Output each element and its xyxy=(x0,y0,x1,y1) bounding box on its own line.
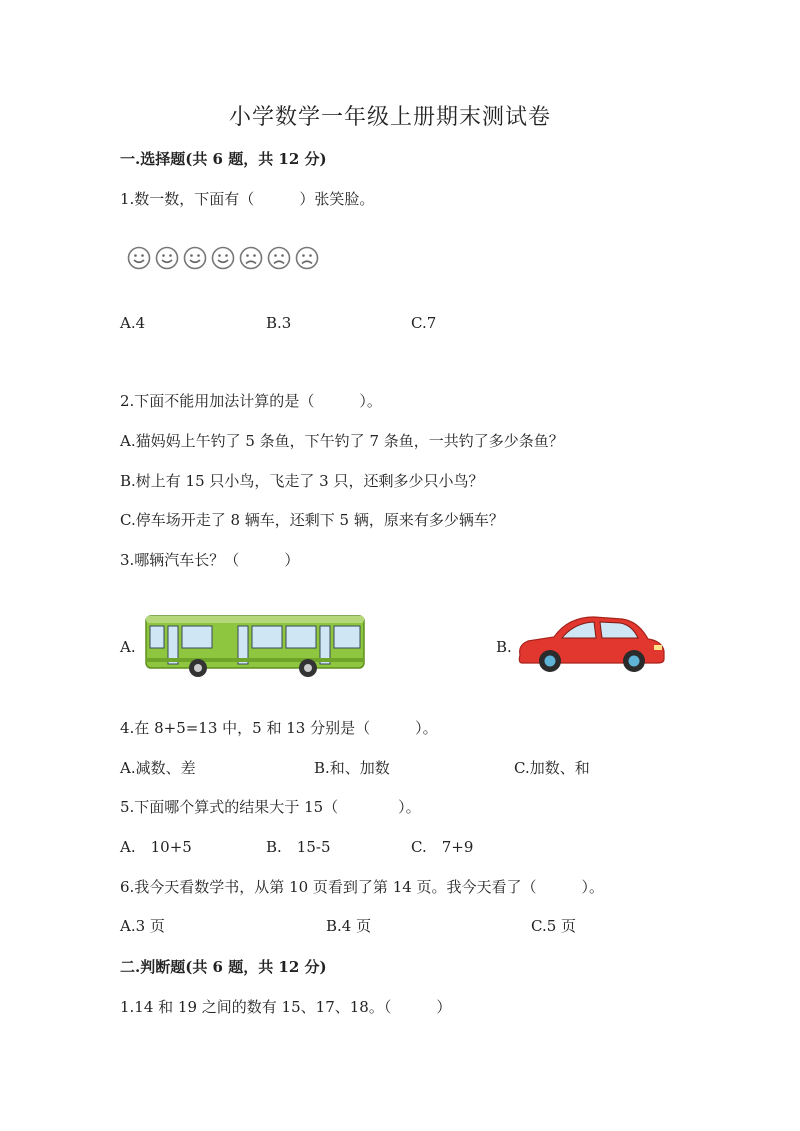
car-illustration xyxy=(514,611,666,675)
q2-option-b[interactable]: B.树上有 15 只小鸟，飞走了 3 只，还剩多少只小鸟？ xyxy=(120,472,484,490)
bus-illustration xyxy=(144,612,368,678)
q5-option-c[interactable]: C. 7+9 xyxy=(411,838,474,856)
q3-option-b-label[interactable]: B. xyxy=(496,638,512,656)
smile-face-icon xyxy=(127,246,151,270)
smile-face-icon xyxy=(155,246,179,270)
q3-option-a-label[interactable]: A. xyxy=(120,638,136,656)
question-5: 5.下面哪个算式的结果大于 15（ ）。 xyxy=(120,798,421,816)
question-1: 1.数一数，下面有（ ）张笑脸。 xyxy=(120,190,375,208)
q1-option-a[interactable]: A.4 xyxy=(120,314,146,332)
smile-face-icon xyxy=(211,246,235,270)
q4-option-b[interactable]: B.和、加数 xyxy=(314,759,390,777)
frown-face-icon xyxy=(295,246,319,270)
question-2: 2.下面不能用加法计算的是（ ）。 xyxy=(120,392,382,410)
frown-face-icon xyxy=(267,246,291,270)
section-heading-judge: 二.判断题(共 6 题，共 12 分) xyxy=(120,958,327,976)
question-3: 3.哪辆汽车长？（ ） xyxy=(120,551,300,569)
q1-option-b[interactable]: B.3 xyxy=(266,314,292,332)
q2-option-c[interactable]: C.停车场开走了 8 辆车，还剩下 5 辆，原来有多少辆车？ xyxy=(120,511,504,529)
q5-option-b[interactable]: B. 15-5 xyxy=(266,838,331,856)
q5-option-a[interactable]: A. 10+5 xyxy=(120,838,192,856)
q4-option-a[interactable]: A.减数、差 xyxy=(120,759,196,777)
q6-option-c[interactable]: C.5 页 xyxy=(531,917,577,935)
frown-face-icon xyxy=(239,246,263,270)
q1-option-c[interactable]: C.7 xyxy=(411,314,437,332)
question-6: 6.我今天看数学书，从第 10 页看到了第 14 页。我今天看了（ ）。 xyxy=(120,878,605,896)
q4-option-c[interactable]: C.加数、和 xyxy=(514,759,590,777)
q2-option-a[interactable]: A.猫妈妈上午钓了 5 条鱼，下午钓了 7 条鱼，一共钓了多少条鱼？ xyxy=(120,432,564,450)
question-4: 4.在 8+5=13 中，5 和 13 分别是（ ）。 xyxy=(120,719,438,737)
q6-option-a[interactable]: A.3 页 xyxy=(120,917,165,935)
judge-question-1: 1.14 和 19 之间的数有 15、17、18。（ ） xyxy=(120,998,452,1016)
faces-row xyxy=(127,246,319,270)
page-title: 小学数学一年级上册期末测试卷 xyxy=(229,105,552,130)
smile-face-icon xyxy=(183,246,207,270)
section-heading-choice: 一.选择题(共 6 题，共 12 分) xyxy=(120,150,327,168)
q6-option-b[interactable]: B.4 页 xyxy=(326,917,372,935)
